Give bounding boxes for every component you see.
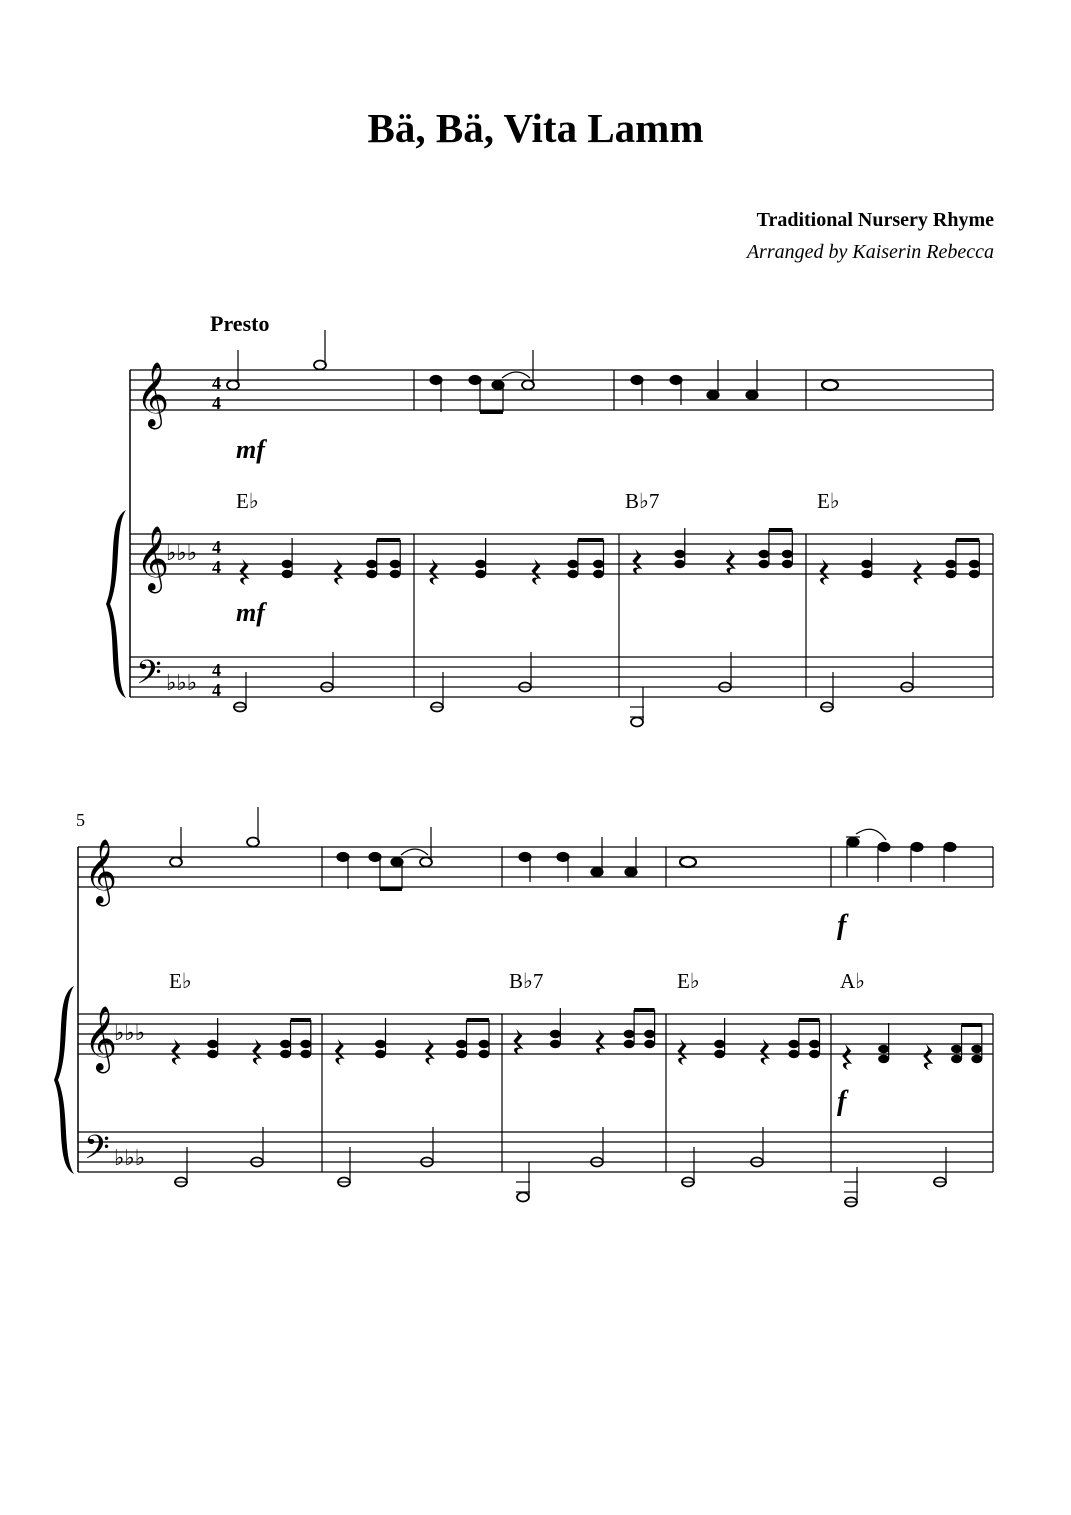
chord-symbol: A♭ [840,969,866,993]
piano-brace [106,510,126,698]
system-2 [54,807,993,1207]
score-title: Bä, Bä, Vita Lamm [367,105,704,151]
treble-clef-icon: 𝄞 [84,1006,118,1071]
svg-text:♭♭♭: ♭♭♭ [114,1146,146,1171]
chord-symbol: E♭ [169,969,192,993]
composer-credit: Traditional Nursery Rhyme [756,209,994,231]
svg-text:4: 4 [212,537,221,557]
piano-bass-staff-1 [130,657,993,697]
instrument-staff-1 [130,370,993,410]
key-signature-flats: ♭♭♭ [114,1021,146,1046]
piano-brace [54,986,74,1174]
svg-text:4: 4 [212,680,221,700]
measure-number: 5 [76,810,85,830]
bass-clef-icon: 𝄢 [136,654,162,700]
system-1 [106,330,993,727]
dynamic-marking: f [837,910,847,941]
treble-clef-icon: 𝄞 [84,839,118,904]
piano-rh-chords [239,528,979,585]
chord-symbol: B♭7 [509,969,544,993]
svg-text:4: 4 [212,393,221,413]
treble-clef-icon: 𝄞 [136,526,170,591]
svg-text:4: 4 [212,660,221,680]
svg-text:♭♭♭: ♭♭♭ [166,671,198,696]
dynamic-marking: mf [236,435,265,464]
chord-symbol: E♭ [817,489,840,513]
treble-clef-icon: 𝄞 [136,362,170,427]
piano-bass-staff-2 [78,1132,993,1172]
dynamic-marking: mf [236,598,265,627]
instrument-staff-2 [78,847,993,887]
chord-symbol: B♭7 [625,489,660,513]
piano-lh-notes [233,652,913,727]
piano-rh-chords [171,1008,982,1070]
piano-treble-staff-2 [78,1014,993,1172]
chord-symbol: E♭ [236,489,259,513]
bass-clef-icon: 𝄢 [84,1129,110,1175]
tempo-marking: Presto [210,311,270,336]
time-signature: 4 [212,373,221,393]
chord-symbol: E♭ [677,969,700,993]
key-signature-flats: ♭♭♭ [166,541,198,566]
arranger-credit: Arranged by Kaiserin Rebecca [746,241,994,263]
dynamic-marking: f [837,1086,847,1117]
svg-text:4: 4 [212,557,221,577]
